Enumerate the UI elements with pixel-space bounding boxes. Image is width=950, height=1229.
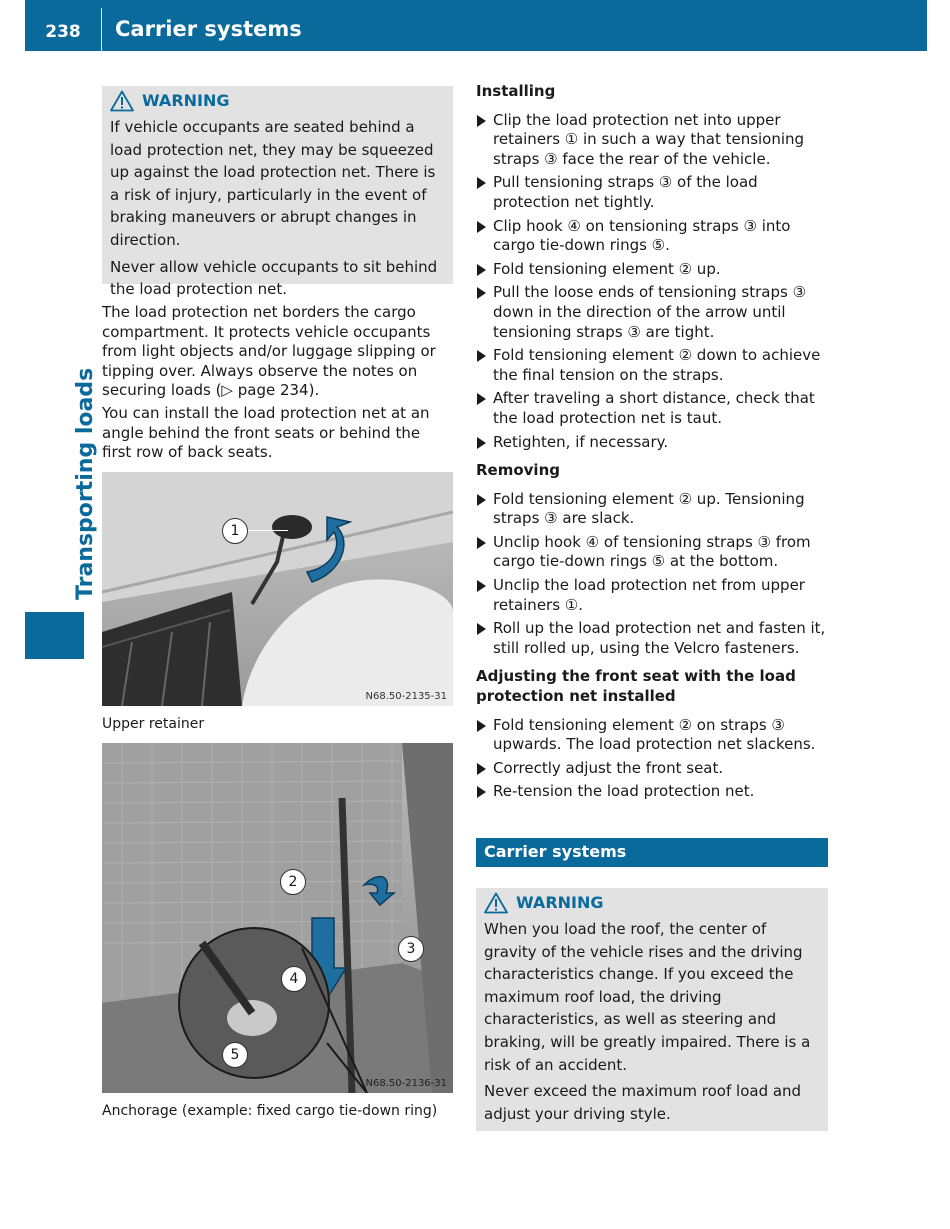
warning-box-net [102,86,453,299]
step-arrow-icon [477,221,486,233]
step-item: Clip the load protection net into upper retainers ① in such a way that tensioning straps ③ face the rear of the vehicle. [476,111,828,170]
steps-removing [476,490,828,659]
page-title: Carrier systems [115,17,302,41]
step-item: Fold tensioning element ② up. [476,260,828,280]
figure-anchorage [102,743,453,1093]
warning-heading-text: WARNING [516,893,604,912]
callout-leader [248,530,288,532]
step-arrow-icon [477,494,486,506]
step-arrow-icon [477,115,486,127]
heading-installing: Installing [476,82,556,100]
warning-text: Never exceed the maximum roof load and adjust your driving style. [484,1082,802,1123]
step-item: Fold tensioning element ② on straps ③ upwards. The load protection net slackens. [476,716,828,755]
step-arrow-icon [477,580,486,592]
figure-code: N68.50-2135-31 [365,690,447,702]
heading-removing: Removing [476,461,560,480]
warning-text: When you load the roof, the center of gravity of the vehicle rises and the driving characteristics change. If you exceed the maximum roof load, the driving characteristics, as well as steering and braking, will be greatly impaired. There is a risk of an accident. [484,920,811,1074]
step-arrow-icon [477,720,486,732]
step-item: After traveling a short distance, check that the load protection net is taut. [476,389,828,428]
step-item: Re-tension the load protection net. [476,782,828,802]
steps-installing [476,111,828,453]
step-item: Clip hook ④ on tensioning straps ③ into cargo tie-down rings ⑤. [476,217,828,256]
step-arrow-icon [477,537,486,549]
step-arrow-icon [477,763,486,775]
warning-triangle-icon [484,892,508,914]
paragraph: The load protection net borders the cargo compartment. It protects vehicle occupants from light objects and/or luggage slipping or tipping over. Always observe the notes on securing loads (▷ page 234). [102,303,436,400]
figure-caption: Anchorage (example: fixed cargo tie-down ring) [102,1102,438,1119]
callout-1: 1 [222,518,248,544]
warning-heading [110,90,445,112]
step-item: Roll up the load protection net and fasten it, still rolled up, using the Velcro fasteners. [476,619,828,658]
step-item: Pull the loose ends of tensioning straps ③ down in the direction of the arrow until tensioning straps ③ are tight. [476,283,828,342]
step-item: Fold tensioning element ② up. Tensioning straps ③ are slack. [476,490,828,529]
figure-code: N68.50-2136-31 [365,1077,447,1089]
side-tab-label: Transporting loads [73,367,98,600]
step-item: Fold tensioning element ② down to achieve the final tension on the straps. [476,346,828,385]
step-arrow-icon [477,350,486,362]
figure-caption: Upper retainer [102,715,205,732]
upper-retainer-illustration [102,472,453,706]
warning-box-roof [476,888,828,1131]
warning-heading-text: WARNING [142,91,230,110]
anchorage-illustration [102,743,453,1093]
step-item: Unclip hook ④ of tensioning straps ③ from cargo tie-down rings ⑤ at the bottom. [476,533,828,572]
left-column [102,86,453,1131]
warning-heading [484,892,820,914]
warning-text: Never allow vehicle occupants to sit behind the load protection net. [110,257,438,299]
callout-4: 4 [281,966,307,992]
header-divider [101,8,102,51]
callout-2: 2 [280,869,306,895]
callout-5: 5 [222,1042,248,1068]
step-arrow-icon [477,264,486,276]
side-tab-marker [25,612,84,659]
warning-text: If vehicle occupants are seated behind a load protection net, they may be squeezed up against the load protection net. There is a risk of injury, particularly in the event of braking maneuvers or abrupt changes in direction. [110,118,436,249]
step-arrow-icon [477,393,486,405]
step-arrow-icon [477,287,486,299]
intro-text [102,303,453,463]
step-arrow-icon [477,786,486,798]
page-number: 238 [45,22,81,42]
step-item: Retighten, if necessary. [476,433,828,453]
steps-adjusting [476,716,828,802]
step-arrow-icon [477,623,486,635]
callout-3: 3 [398,936,424,962]
step-item: Pull tensioning straps ③ of the load protection net tightly. [476,173,828,212]
right-column [476,82,828,1131]
step-item: Unclip the load protection net from upper retainers ①. [476,576,828,615]
step-arrow-icon [477,177,486,189]
figure-upper-retainer [102,472,453,706]
section-title-bar: Carrier systems [476,838,828,867]
step-arrow-icon [477,437,486,449]
step-item: Correctly adjust the front seat. [476,759,828,779]
heading-adjusting: Adjusting the front seat with the load protection net installed [476,667,796,706]
warning-triangle-icon [110,90,134,112]
paragraph: You can install the load protection net at an angle behind the front seats or behind the first row of back seats. [102,403,430,462]
